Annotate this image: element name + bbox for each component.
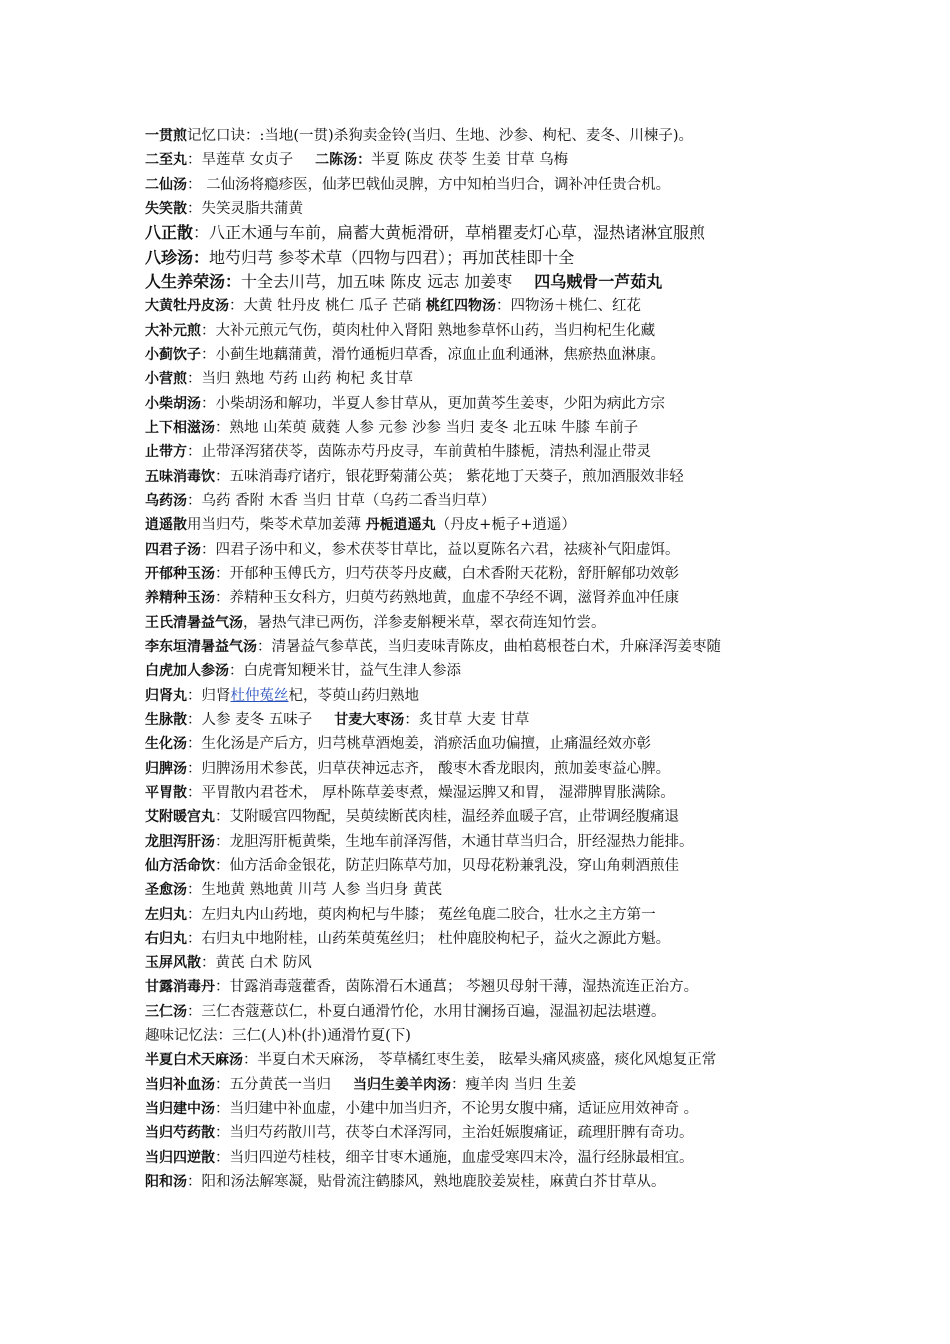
formula-text: ：龙胆泻肝栀黄柴，生地车前泽泻偕，木通甘草当归合，肝经湿热力能排。 [215,833,694,850]
text-line [145,392,835,416]
formula-text: ：归肾 [187,687,231,704]
formula-text: ：瘦羊肉 当归 生姜 [451,1076,577,1093]
formula-name: 生脉散 [145,711,187,728]
formula-text: 十全去川芎，加五味 陈皮 远志 加姜枣 [241,271,513,291]
text-line [145,611,835,635]
text-line [145,708,835,732]
formula-text: ：当归 熟地 芍药 山药 枸杞 炙甘草 [187,371,414,388]
formula-text: ：当归四逆芍桂枝，细辛甘枣木通施，血虚受寒四末冷，温行经脉最相宜。 [215,1149,694,1166]
formula-text: ：大黄 牡丹皮 桃仁 瓜子 芒硝 [229,298,427,315]
formula-text: ：人参 麦冬 五味子 [187,711,313,728]
text-line [145,878,835,902]
text-line [145,124,835,148]
formula-name: 四君子汤 [145,541,201,558]
formula-text: 趣味记忆法：三仁(人)朴(扑)通滑竹夏(下) [145,1028,411,1045]
formula-text: ：乌药 香附 木香 当归 甘草（乌药二香当归草） [187,492,496,509]
document-body [145,124,835,1194]
formula-text: 杞，苓萸山药归熟地 [288,687,419,704]
formula-text: ：养精种玉女科方，归萸芍药熟地黄，血虚不孕经不调，滋肾养血冲任康 [215,590,679,607]
formula-name: 仙方活命饮 [145,857,215,874]
text-line [145,659,835,683]
text-line [145,294,835,318]
formula-name: 左归丸 [145,906,187,923]
text-line [145,830,835,854]
text-line [145,1170,835,1194]
text-line [145,513,835,537]
text-line [145,635,835,659]
text-line [145,562,835,586]
formula-name: 阳和汤 [145,1174,187,1191]
formula-text: ：熟地 山茱萸 葳蕤 人参 元参 沙参 当归 麦冬 北五味 牛膝 车前子 [215,419,639,436]
text-line [145,781,835,805]
text-line [145,270,835,294]
formula-text: ：当归建中补血虚，小建中加当归齐，不论男女腹中痛，适证应用效神奇 。 [215,1101,699,1118]
formula-text: ：当归芍药散川芎，茯苓白术泽泻同，主治妊娠腹痛证，疏理肝脾有奇功。 [215,1125,694,1142]
text-line [145,1073,835,1097]
formula-name: 止带方 [145,444,187,461]
formula-name: 开郁种玉汤 [145,565,215,582]
formula-text: 半夏 陈皮 茯苓 生姜 甘草 乌梅 [371,152,569,169]
formula-name: 八正散 [145,223,194,243]
formula-text: 用当归芍，柴苓术草加姜薄 [187,517,366,534]
formula-name: 逍遥散 [145,517,187,534]
formula-name: 大补元煎 [145,322,201,339]
formula-name: 二至丸 [145,152,187,169]
formula-name: 当归生姜羊肉汤 [353,1076,451,1093]
text-line [145,343,835,367]
formula-text: ：右归丸中地附桂，山药茱萸菟丝归； 杜仲鹿胶枸杞子，益火之源此方魁。 [187,930,671,947]
text-line [145,732,835,756]
text-line [145,975,835,999]
formula-name: 当归补血汤 [145,1076,215,1093]
formula-name: 白虎加人参汤 [145,663,229,680]
formula-name: 小柴胡汤 [145,395,201,412]
formula-name: 二仙汤 [145,176,187,193]
formula-name: 艾附暖宫丸 [145,809,215,826]
text-line [145,221,835,245]
formula-text: ：开郁种玉傅氏方，归芍茯苓丹皮藏，白术香附天花粉，舒肝解郁功效彰 [215,565,679,582]
formula-text: ：旱莲草 女贞子 [187,152,294,169]
formula-name: 乌药汤 [145,492,187,509]
formula-text: ：生化汤是产后方，归芎桃草酒炮姜，消瘀活血功偏擅，止痛温经效亦彰 [187,736,651,753]
formula-text: ：仙方活命金银花，防芷归陈草芍加，贝母花粉兼乳没，穿山角刺酒煎佳 [215,857,679,874]
formula-text: ：大补元煎元气伤，萸肉杜仲入肾阳 熟地参草怀山药，当归枸杞生化藏 [201,322,656,339]
formula-text: ：四君子汤中和义，参术茯苓甘草比，益以夏陈名六君，祛痰补气阳虚饵。 [201,541,680,558]
formula-text: ：小柴胡汤和解功，半夏人参甘草从，更加黄芩生姜枣，少阳为病此方宗 [201,395,665,412]
formula-text: ：阳和汤法解寒凝，贴骨流注鹤膝风，熟地鹿胶姜炭桂，麻黄白芥甘草从。 [187,1174,666,1191]
formula-name: 甘露消毒丹 [145,979,215,996]
text-line [145,854,835,878]
formula-text: ：平胃散内君苍术， 厚朴陈草姜枣煮，燥湿运脾又和胃， 湿滞脾胃胀满除。 [187,784,675,801]
formula-text: ：白虎膏知粳米甘，益气生津人参添 [229,663,461,680]
formula-name: 当归四逆散 [145,1149,215,1166]
formula-name: 丹栀逍遥丸 [365,517,436,534]
formula-text: ：止带泽泻猪茯苓，茵陈赤芍丹皮寻，车前黄柏牛膝栀，清热利湿止带灵 [187,444,651,461]
formula-name: 养精种玉汤 [145,590,215,607]
formula-text: ：五分黄芪一当归 [215,1076,331,1093]
formula-text: ：小蓟生地藕蒲黄，滑竹通栀归草香，凉血止血利通淋，焦瘀热血淋康。 [201,346,665,363]
text-line [145,1024,835,1048]
formula-text: ：归脾汤用术参芪，归草茯神远志齐， 酸枣木香龙眼肉，煎加姜枣益心脾。 [187,760,671,777]
formula-text: 地芍归芎 参苓术草（四物与四君）；再加芪桂即十全 [209,247,575,267]
hyperlink[interactable]: 杜仲菟丝 [230,687,289,704]
formula-name: 王氏清暑益气汤 [145,614,243,631]
formula-name: 归脾汤 [145,760,187,777]
text-line [145,197,835,221]
formula-name: 圣愈汤 [145,882,187,899]
text-line [145,465,835,489]
text-line [145,367,835,391]
formula-name: 二陈汤： [315,152,372,169]
text-line [145,440,835,464]
formula-name: 失笑散 [145,200,187,217]
formula-name: 人生养荣汤： [145,271,242,291]
text-line [145,903,835,927]
formula-name: 小蓟饮子 [145,346,201,363]
formula-name: 龙胆泻肝汤 [145,833,215,850]
formula-text: ：左归丸内山药地，萸肉枸杞与牛膝； 菟丝龟鹿二胶合，壮水之主方第一 [187,906,656,923]
text-line [145,319,835,343]
text-line [145,148,835,172]
formula-text: ，暑热气津已两伤，洋参麦斛粳米草，翠衣荷连知竹尝。 [243,614,606,631]
formula-text: ：半夏白术天麻汤， 苓草橘红枣生姜， 眩晕头痛风痰盛，痰化风熄复正常 [243,1052,717,1069]
formula-text: ： 二仙汤将瘾疹医，仙茅巴戟仙灵脾，方中知柏当归合，调补冲任贵合机。 [187,176,671,193]
formula-text: ：炙甘草 大麦 甘草 [404,711,530,728]
formula-name: 四乌贼骨一芦茹丸 [534,271,663,291]
formula-name: 三仁汤 [145,1003,187,1020]
text-line [145,927,835,951]
formula-name: 平胃散 [145,784,187,801]
text-line [145,173,835,197]
formula-name: 大黄牡丹皮汤 [145,298,229,315]
text-line [145,1000,835,1024]
formula-name: 玉屏风散 [145,955,201,972]
formula-name: 当归芍药散 [145,1125,215,1142]
text-line [145,538,835,562]
formula-name: 八珍汤： [145,247,210,267]
formula-text: ：艾附暖宫四物配，吴萸续断芪肉桂，温经养血暖子宫，止带调经腹痛退 [215,809,679,826]
formula-text: ：八正木通与车前，扁蓄大黄栀滑研，草梢瞿麦灯心草，湿热诸淋宜服煎 [193,223,706,243]
formula-name: 半夏白术天麻汤 [145,1052,243,1069]
formula-name: 一贯煎 [145,128,187,144]
formula-name: 归肾丸 [145,687,187,704]
text-line [145,586,835,610]
formula-text: ：三仁杏蔻薏苡仁，朴夏白通滑竹伦，水用甘澜扬百遍，湿温初起法堪遵。 [187,1003,666,1020]
formula-name: 小营煎 [145,371,187,388]
formula-text: ：五味消毒疗诸疔，银花野菊蒲公英； 紫花地丁天葵子，煎加酒服效非轻 [215,468,684,485]
text-line [145,1097,835,1121]
text-line [145,1121,835,1145]
text-line [145,489,835,513]
text-line [145,684,835,708]
text-line [145,246,835,270]
formula-name: 当归建中汤 [145,1101,215,1118]
text-line [145,951,835,975]
formula-text: ：黄芪 白术 防风 [201,955,312,972]
formula-text: ：清暑益气参草芪，当归麦味青陈皮，曲柏葛根苍白术，升麻泽泻姜枣随 [257,638,721,655]
formula-name: 右归丸 [145,930,187,947]
formula-text: 记忆口诀：:当地(一贯)杀狗卖金铃(当归、生地、沙参、枸杞、麦冬、川楝子)。 [187,128,694,144]
text-line [145,1146,835,1170]
formula-name: 上下相滋汤 [145,419,215,436]
formula-name: 李东垣清暑益气汤 [145,638,257,655]
formula-text: ：失笑灵脂共蒲黄 [187,200,303,217]
text-line [145,805,835,829]
formula-text: ：生地黄 熟地黄 川芎 人参 当归身 黄芪 [187,882,443,899]
formula-name: 桃红四物汤 [426,298,497,315]
formula-text: ：四物汤＋桃仁、红花 [496,298,642,315]
text-line [145,1048,835,1072]
formula-text: ：甘露消毒蔻藿香，茵陈滑石木通菖； 芩翘贝母射干薄，湿热流连正治方。 [215,979,699,996]
formula-name: 生化汤 [145,736,187,753]
text-line [145,416,835,440]
formula-name: 五味消毒饮 [145,468,215,485]
formula-name: 甘麦大枣汤 [334,711,405,728]
formula-text: （丹皮+栀子+逍遥） [435,517,576,534]
text-line [145,757,835,781]
